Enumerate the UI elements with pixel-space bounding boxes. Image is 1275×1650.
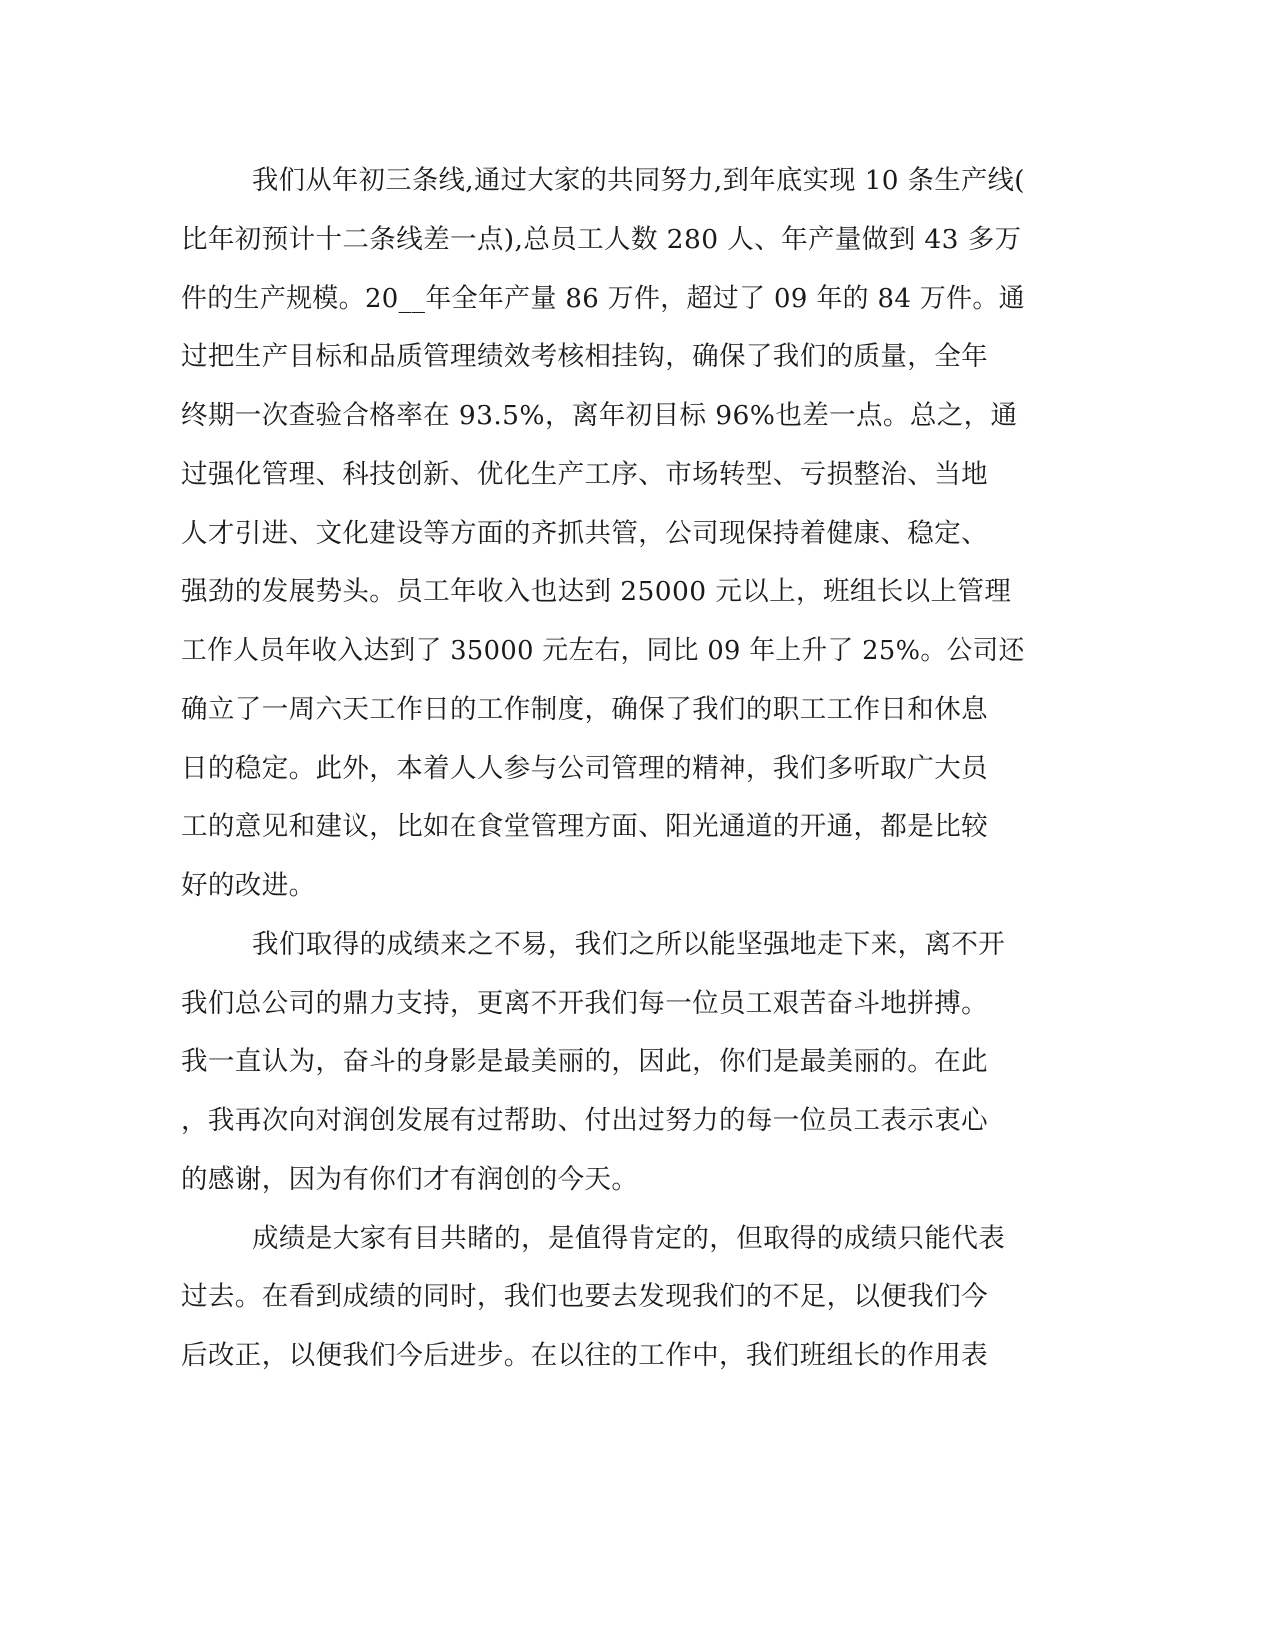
paragraph-line: 过去。在看到成绩的同时，我们也要去发现我们的不足，以便我们今 <box>181 1281 988 1312</box>
paragraph-line: 强劲的发展势头。员工年收入也达到 25000 元以上，班组长以上管理 <box>181 576 1012 607</box>
paragraph-line: 工的意见和建议，比如在食堂管理方面、阳光通道的开通，都是比较 <box>181 811 988 842</box>
paragraph-line: 工作人员年收入达到了 35000 元左右，同比 09 年上升了 25%。公司还 <box>181 635 1025 666</box>
paragraph-line: 终期一次查验合格率在 93.5%，离年初目标 96%也差一点。总之，通 <box>181 400 1018 431</box>
paragraph-line: 过强化管理、科技创新、优化生产工序、市场转型、亏损整治、当地 <box>181 459 988 490</box>
paragraph-line: 过把生产目标和品质管理绩效考核相挂钩，确保了我们的质量，全年 <box>181 341 988 372</box>
paragraph-line: 比年初预计十二条线差一点),总员工人数 280 人、年产量做到 43 多万 <box>181 224 1022 255</box>
paragraph-line: ，我再次向对润创发展有过帮助、付出过努力的每一位员工表示衷心 <box>181 1105 988 1136</box>
paragraph-line: 我们取得的成绩来之不易，我们之所以能坚强地走下来，离不开 <box>252 929 1006 960</box>
paragraph-line: 我一直认为，奋斗的身影是最美丽的，因此，你们是最美丽的。在此 <box>181 1046 988 1077</box>
paragraph-line: 好的改进。 <box>181 870 316 901</box>
paragraph-line: 确立了一周六天工作日的工作制度，确保了我们的职工工作日和休息 <box>181 694 988 725</box>
paragraph-line: 成绩是大家有目共睹的，是值得肯定的，但取得的成绩只能代表 <box>252 1223 1006 1254</box>
paragraph-line: 我们总公司的鼎力支持，更离不开我们每一位员工艰苦奋斗地拼搏。 <box>181 988 988 1019</box>
paragraph-line: 的感谢，因为有你们才有润创的今天。 <box>181 1164 639 1195</box>
paragraph-line: 后改正，以便我们今后进步。在以往的工作中，我们班组长的作用表 <box>181 1340 988 1371</box>
paragraph-line: 我们从年初三条线,通过大家的共同努力,到年底实现 10 条生产线( <box>252 165 1025 196</box>
paragraph-line: 人才引进、文化建设等方面的齐抓共管，公司现保持着健康、稳定、 <box>181 518 988 549</box>
paragraph-line: 日的稳定。此外，本着人人参与公司管理的精神，我们多听取广大员 <box>181 753 988 784</box>
paragraph-line: 件的生产规模。20__年全年产量 86 万件，超过了 09 年的 84 万件。通 <box>181 283 1025 314</box>
